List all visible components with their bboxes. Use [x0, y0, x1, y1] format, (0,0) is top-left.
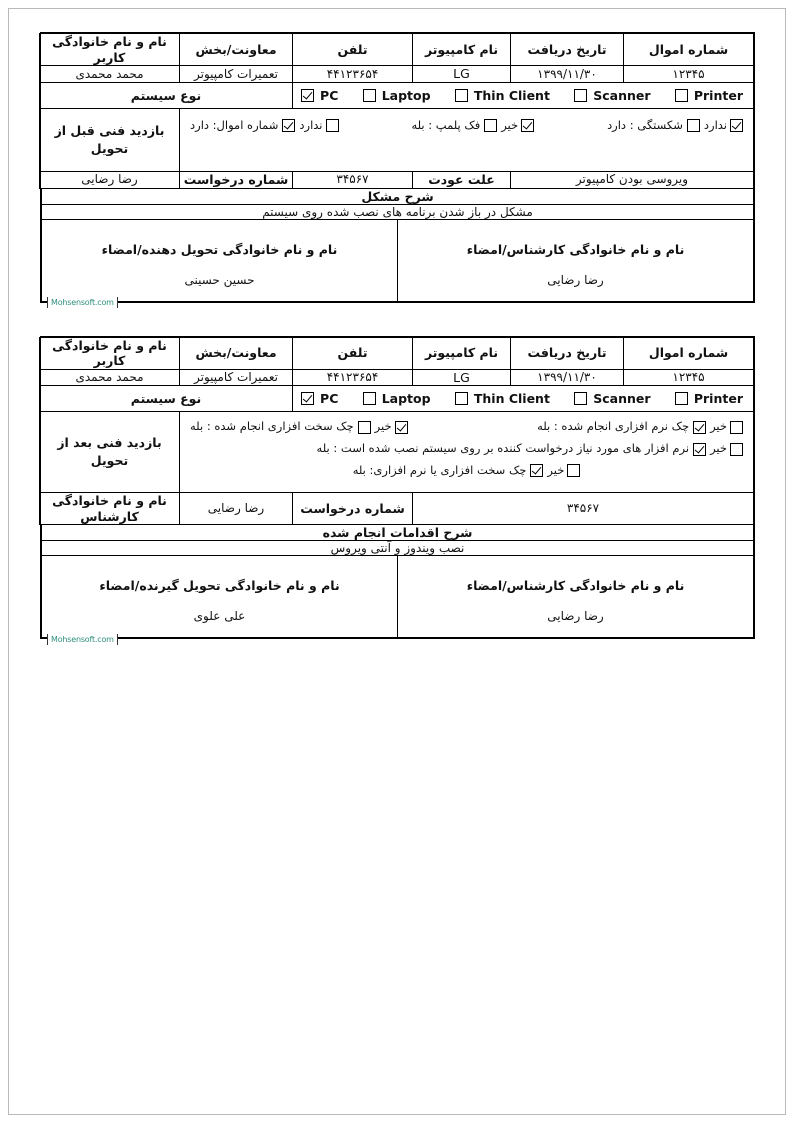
col-header-department-2: معاونت/بخش [180, 337, 293, 369]
system-type-label: نوع سیستم [40, 82, 293, 108]
actions-description-band-row [42, 525, 754, 541]
checkbox-scanner-2[interactable] [574, 392, 587, 405]
expert-row-before [40, 171, 754, 188]
table-row [40, 369, 754, 386]
signatures-before-row [42, 219, 754, 301]
problem-description-band-row [42, 188, 754, 204]
expert-signature-title-before: نام و نام خانوادگی کارشناس/امضاء [466, 241, 685, 257]
checkbox-pc[interactable] [301, 89, 314, 102]
checkbox-scanner[interactable] [574, 89, 587, 102]
system-type-option-scanner-label-2: Scanner [593, 391, 651, 407]
system-type-option-pc-label-2: PC [320, 391, 339, 407]
before-delivery-inspection-row [40, 108, 754, 171]
before-delivery-form [40, 32, 755, 307]
check-required-software-installed-label: نرم افزار های مورد نیاز درخواست کننده بر روی سیستم نصب شده است : بله [316, 441, 690, 456]
system-type-options-cell [293, 82, 754, 108]
deliverer-signature-cell [42, 219, 398, 301]
watermark-tag-before [47, 296, 118, 310]
value-phone-2: ۴۴۱۲۳۶۵۴ [293, 369, 413, 386]
checkbox-hardware-done-yes[interactable] [358, 421, 371, 434]
problem-description-text-row [42, 204, 754, 219]
receiver-signature-cell [42, 556, 398, 638]
check-software-done-no-label: خیر [710, 419, 727, 434]
signatures-after-row [42, 556, 754, 638]
expert-row-after [40, 492, 754, 524]
check-hardware-done[interactable] [190, 416, 408, 438]
col-header-user-name-2: نام و نام خانوادگی کاربر [40, 337, 180, 369]
before-delivery-side-label: بازدید فنی قبل از تحویل [40, 108, 180, 171]
before-delivery-checks-cell [180, 108, 754, 171]
watermark-tag-after [47, 632, 118, 646]
return-reason-label: علت عودت [413, 171, 511, 188]
checkbox-laptop[interactable] [363, 89, 376, 102]
check-required-software-no-label: خیر [710, 441, 727, 456]
checkbox-breakage-yes[interactable] [687, 119, 700, 132]
col-header-computer-name-2: نام کامپیوتر [413, 337, 511, 369]
actions-description-text: نصب ویندوز و آنتی ویروس [42, 541, 754, 556]
form-sheet [40, 32, 755, 644]
checkbox-breakage-no[interactable] [730, 119, 743, 132]
signatures-before-table [41, 219, 754, 302]
system-type-option-pc[interactable] [301, 88, 338, 103]
value-department: تعمیرات کامپیوتر [180, 66, 293, 83]
check-hardware-or-software-no-label: خیر [547, 463, 565, 478]
value-asset-number: ۱۲۳۴۵ [624, 66, 754, 83]
system-type-option-scanner-2[interactable] [574, 391, 650, 406]
after-delivery-check-line-2 [190, 438, 743, 460]
expert-signature-title-after: نام و نام خانوادگی کارشناس/امضاء [466, 578, 685, 594]
value-user-name: محمد محمدی [40, 66, 180, 83]
request-number-label-before: شماره درخواست [180, 171, 293, 188]
col-header-phone: تلفن [293, 34, 413, 66]
actions-description-table [41, 524, 754, 556]
system-type-option-printer[interactable] [675, 88, 743, 103]
return-reason-value: ویروسی بودن کامپیوتر [511, 171, 754, 188]
expert-signature-name-after: رضا رضایی [547, 609, 604, 624]
check-software-done[interactable] [537, 416, 743, 438]
deliverer-signature-title: نام و نام خانوادگی تحویل دهنده/امضاء [101, 241, 338, 257]
system-type-option-thin-client-label: Thin Client [473, 87, 550, 103]
problem-description-title: شرح مشکل [42, 188, 754, 204]
col-header-receive-date: تاریخ دریافت [511, 34, 624, 66]
check-hardware-done-label: چک سخت افزاری انجام شده : بله [190, 419, 354, 434]
checkbox-printer[interactable] [675, 89, 688, 102]
system-type-options-cell-2 [293, 386, 754, 412]
check-software-done-label: چک نرم افزاری انجام شده : بله [537, 419, 690, 434]
checkbox-thin-client-2[interactable] [455, 392, 468, 405]
system-type-option-thin-client[interactable] [455, 88, 550, 103]
value-asset-number-2: ۱۲۳۴۵ [624, 369, 754, 386]
col-header-computer-name: نام کامپیوتر [413, 34, 511, 66]
check-breakage-label: شکستگی : دارد [607, 117, 683, 132]
value-computer-name-2: LG [413, 369, 511, 386]
check-hardware-or-software[interactable] [353, 460, 581, 482]
check-asset-number-label: شماره اموال: دارد [190, 117, 279, 132]
expert-signature-name-before: رضا رضایی [547, 272, 604, 287]
watermark-label: Mohsensoft.com [48, 297, 117, 308]
system-type-row-2 [40, 386, 754, 412]
checkbox-hardware-done-no[interactable] [395, 421, 408, 434]
system-type-option-laptop-2[interactable] [363, 391, 431, 406]
signatures-after-table [41, 555, 754, 638]
system-type-option-laptop-label-2: Laptop [381, 391, 431, 407]
checkbox-required-software-no[interactable] [730, 443, 743, 456]
problem-description-text: مشکل در باز شدن برنامه های نصب شده روی سیستم [42, 204, 754, 219]
problem-description-table [41, 188, 754, 220]
check-breakage[interactable] [607, 115, 743, 137]
checkbox-software-done-no[interactable] [730, 421, 743, 434]
system-type-option-thin-client-2[interactable] [455, 391, 550, 406]
col-header-department: معاونت/بخش [180, 34, 293, 66]
system-type-option-printer-2[interactable] [675, 391, 743, 406]
check-asset-number-no-label: ندارد [299, 117, 323, 132]
expert-label-after: نام و نام خانوادگی کارشناس [40, 492, 180, 524]
request-number-value-before: ۳۴۵۶۷ [293, 171, 413, 188]
checkbox-seal-break-yes[interactable] [484, 119, 497, 132]
system-type-option-pc-label: PC [320, 87, 339, 103]
expert-signature-cell-after [398, 556, 754, 638]
after-delivery-inspection-row [40, 412, 754, 493]
system-type-row [40, 82, 754, 108]
col-header-asset-number: شماره اموال [624, 34, 754, 66]
col-header-receive-date-2: تاریخ دریافت [511, 337, 624, 369]
system-type-option-scanner[interactable] [574, 88, 650, 103]
checkbox-asset-number-no[interactable] [326, 119, 339, 132]
check-seal-break-label: فک پلمپ : بله [411, 117, 481, 132]
system-type-option-thin-client-label-2: Thin Client [473, 391, 550, 407]
col-header-phone-2: تلفن [293, 337, 413, 369]
table-header-row [40, 34, 754, 66]
checkbox-printer-2[interactable] [675, 392, 688, 405]
checkbox-required-software-yes[interactable] [693, 443, 706, 456]
check-breakage-no-label: ندارد [703, 117, 727, 132]
system-type-option-laptop-label: Laptop [381, 87, 431, 103]
check-seal-break-no-label: خیر [501, 117, 519, 132]
col-header-user-name: نام و نام خانوادگی کاربر [40, 34, 180, 66]
value-user-name-2: محمد محمدی [40, 369, 180, 386]
checkbox-thin-client[interactable] [455, 89, 468, 102]
watermark-tick-left [117, 297, 118, 308]
value-phone: ۴۴۱۲۳۶۵۴ [293, 66, 413, 83]
receiver-signature-title: نام و نام خانوادگی تحویل گیرنده/امضاء [99, 578, 340, 594]
checkbox-seal-break-no[interactable] [521, 119, 534, 132]
check-hardware-or-software-label: چک سخت افزاری یا نرم افزاری: بله [352, 463, 527, 478]
request-number-label-after: شماره درخواست [293, 492, 413, 524]
check-seal-break[interactable] [411, 115, 534, 137]
before-delivery-table [39, 33, 754, 189]
table-row [40, 66, 754, 83]
after-delivery-check-line-3 [190, 460, 743, 482]
system-type-option-printer-label: Printer [693, 87, 743, 103]
after-delivery-check-line-1 [190, 416, 743, 438]
col-header-asset-number-2: شماره اموال [624, 337, 754, 369]
expert-signature-cell-before [398, 219, 754, 301]
system-type-option-scanner-label: Scanner [593, 87, 651, 103]
watermark-tick-right [47, 297, 48, 308]
value-receive-date-2: ۱۳۹۹/۱۱/۳۰ [511, 369, 624, 386]
system-type-option-printer-label-2: Printer [693, 391, 743, 407]
checkbox-asset-number-yes[interactable] [282, 119, 295, 132]
value-computer-name: LG [413, 66, 511, 83]
receiver-signature-name: علی علوی [193, 609, 246, 624]
check-required-software-installed[interactable] [317, 438, 743, 460]
checkbox-laptop-2[interactable] [363, 392, 376, 405]
after-delivery-table [39, 337, 754, 526]
after-delivery-checks-cell [180, 412, 754, 493]
table-header-row [40, 337, 754, 369]
check-asset-number[interactable] [190, 115, 339, 137]
system-type-option-pc-2[interactable] [301, 391, 338, 406]
deliverer-signature-name: حسین حسینی [184, 272, 255, 287]
watermark-label-2: Mohsensoft.com [48, 634, 117, 645]
system-type-option-laptop[interactable] [363, 88, 431, 103]
expert-name-before: رضا رضایی [40, 171, 180, 188]
value-receive-date: ۱۳۹۹/۱۱/۳۰ [511, 66, 624, 83]
expert-name-after: رضا رضایی [180, 492, 293, 524]
before-delivery-check-line [190, 115, 743, 137]
checkbox-pc-2[interactable] [301, 392, 314, 405]
check-hardware-done-no-label: خیر [374, 419, 392, 434]
watermark-tick-left-2 [117, 634, 118, 645]
request-number-value-after: ۳۴۵۶۷ [413, 492, 754, 524]
actions-description-title: شرح اقدامات انجام شده [42, 525, 754, 541]
after-delivery-side-label: بازدید فنی بعد از تحویل [40, 412, 180, 493]
checkbox-hardware-or-software-no[interactable] [567, 464, 580, 477]
checkbox-hardware-or-software-yes[interactable] [530, 464, 543, 477]
value-department-2: تعمیرات کامپیوتر [180, 369, 293, 386]
watermark-tick-right-2 [47, 634, 48, 645]
after-delivery-form [40, 336, 755, 644]
checkbox-software-done-yes[interactable] [693, 421, 706, 434]
system-type-label-2: نوع سیستم [40, 386, 293, 412]
actions-description-text-row [42, 541, 754, 556]
